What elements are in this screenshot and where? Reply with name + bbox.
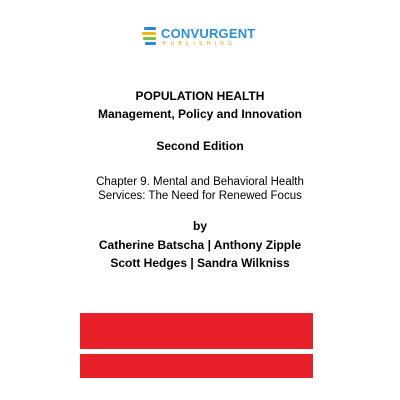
stacked-bars-logo-icon <box>141 27 157 47</box>
chapter-title-line-1: Chapter 9. Mental and Behavioral Health <box>96 176 304 188</box>
by-label: by <box>192 219 207 233</box>
book-title: POPULATION HEALTH <box>135 89 265 103</box>
book-subtitle: Management, Policy and Innovation <box>97 107 303 121</box>
authors-line-2: Scott Hedges | Sandra Wilkniss <box>110 256 290 270</box>
publisher-logo <box>141 25 261 49</box>
chapter-title-line-2: Services: The Need for Renewed Focus <box>98 190 302 202</box>
chapter-title <box>0 175 400 203</box>
red-band-top <box>80 313 313 349</box>
publisher-tagline: PUBLISHING <box>163 41 237 47</box>
red-band-bottom <box>80 354 313 378</box>
authors-line-1: Catherine Batscha | Anthony Zipple <box>98 238 302 252</box>
publisher-name: CONVURGENT <box>161 26 256 41</box>
edition-label: Second Edition <box>156 139 244 153</box>
